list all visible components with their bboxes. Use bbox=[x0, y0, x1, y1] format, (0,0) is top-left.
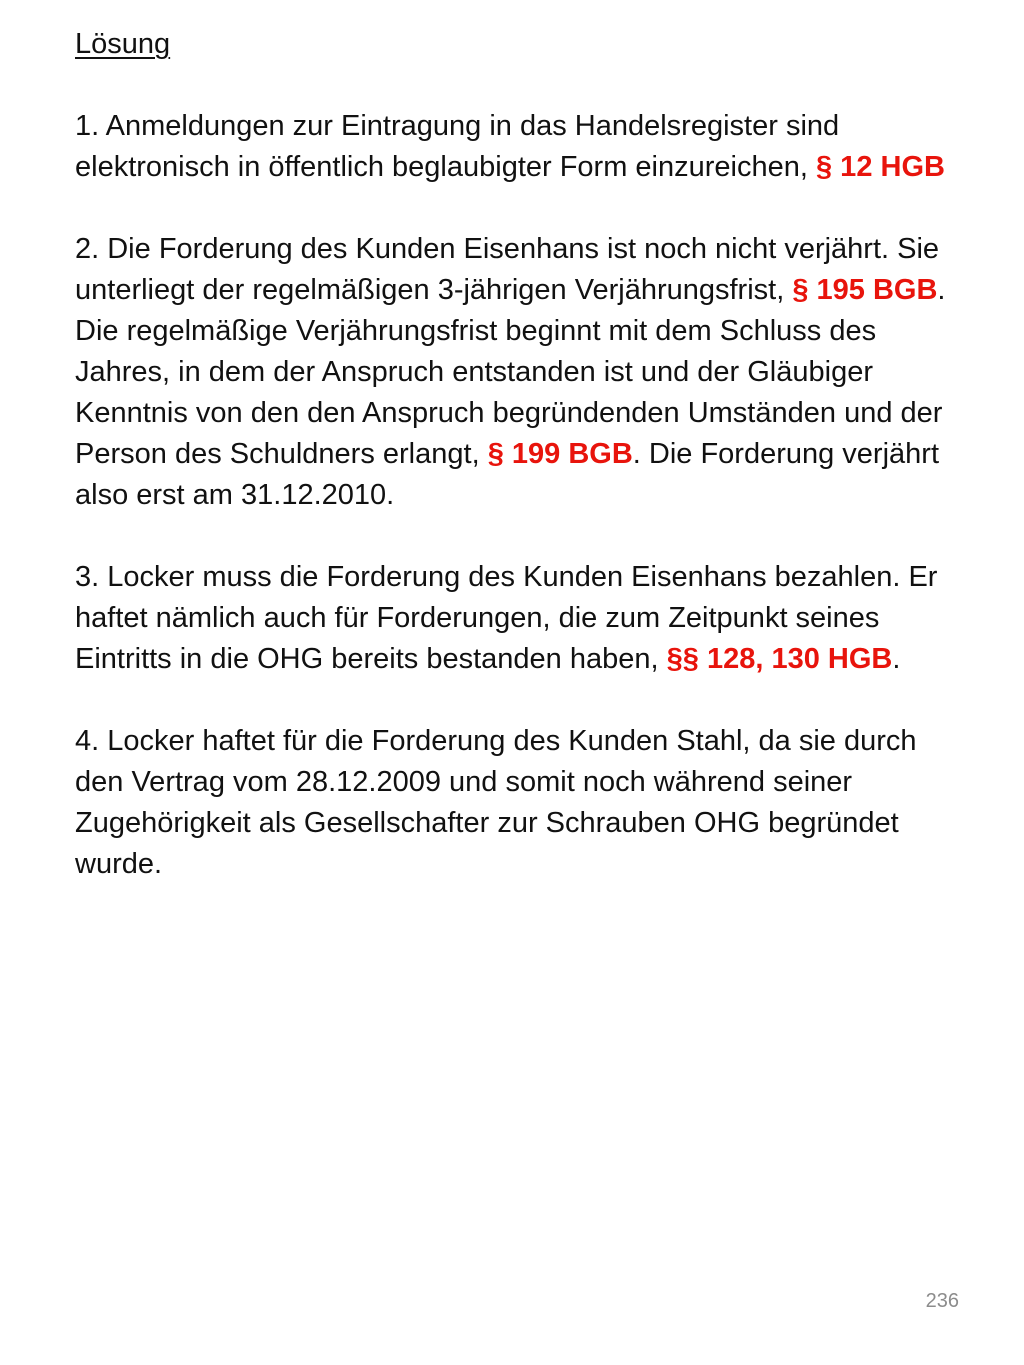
paragraph-4 bbox=[75, 721, 955, 885]
document-body bbox=[75, 24, 955, 885]
paragraph-text: 3. Locker muss die Forderung des Kunden Eisenhans bezahlen. Er haftet nämlich auch für Forderungen, die zum Zeitpunkt seines Eintritts in die OHG bereits bestanden haben, bbox=[75, 561, 938, 675]
paragraph-1 bbox=[75, 106, 955, 188]
legal-reference: § 12 HGB bbox=[816, 151, 945, 183]
page-number: 236 bbox=[925, 1290, 959, 1312]
paragraph-text: . Die Forderung verjährt also erst am 31.12.2010. bbox=[75, 438, 940, 511]
paragraph-text: . bbox=[892, 643, 901, 675]
paragraph-text: . Die regelmäßige Verjährungsfrist beginnt mit dem Schluss des Jahres, in dem der Anspruch entstanden ist und der Gläubiger Kenntnis von den den Anspruch begründenden Umständen und der Person des Schuldners erlangt, bbox=[75, 274, 946, 470]
paragraph-3 bbox=[75, 557, 955, 680]
paragraph-text: 1. Anmeldungen zur Eintragung in das Handelsregister sind elektronisch in öffentlich beglaubigter Form einzureichen, bbox=[75, 110, 840, 183]
paragraph-text: 2. Die Forderung des Kunden Eisenhans ist noch nicht verjährt. Sie unterliegt der regelmäßigen 3-jährigen Verjährungsfrist, bbox=[75, 233, 940, 306]
legal-reference: § 195 BGB bbox=[792, 274, 938, 306]
heading: Lösung bbox=[75, 28, 171, 60]
paragraph-text: 4. Locker haftet für die Forderung des Kunden Stahl, da sie durch den Vertrag vom 28.12.2009 und somit noch während seiner Zugehörigkeit als Gesellschafter zur Schrauben OHG begründet wurde. bbox=[75, 725, 917, 880]
legal-reference: § 199 BGB bbox=[487, 438, 633, 470]
legal-reference: §§ 128, 130 HGB bbox=[666, 643, 893, 675]
paragraph-2 bbox=[75, 229, 955, 516]
